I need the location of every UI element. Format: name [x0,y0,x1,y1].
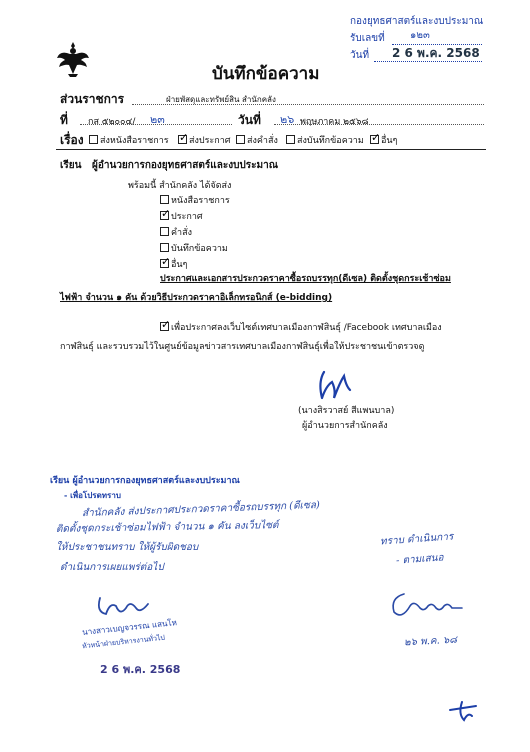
endorse-stamp-title: หัวหน้าฝ่ายบริหารงานทั่วไป [81,633,166,651]
subject-checkbox-memo[interactable] [286,135,295,144]
receipt-date-value: 2 6 พ.ค. 2568 [392,46,480,60]
doc-type-memo: บันทึกข้อความ [171,244,228,254]
subject-option-other: อื่นๆ [381,136,398,146]
header-divider [56,149,486,150]
agency-value: ฝ่ายพัสดุและทรัพย์สิน สำนักคลัง [166,95,276,104]
doc-type-checkbox-memo[interactable] [160,243,169,252]
signer-title: ผู้อำนวยการสำนักคลัง [302,421,388,431]
doc-type-checkbox-letter[interactable] [160,195,169,204]
endorse-stamp-name: นางสาวเบญจวรรณ แสนโห [81,618,178,637]
subject-checkbox-order[interactable] [236,135,245,144]
subject-option-memo: ส่งบันทึกข้อความ [297,136,364,146]
receipt-date-label: วันที่ [350,50,370,61]
approver-signature-icon [386,588,466,622]
subject-checkbox-other[interactable] [370,135,379,144]
receipt-division: กองยุทธศาสตร์และงบประมาณ [350,16,484,27]
to-label: เรียน [60,160,82,171]
intro-text: พร้อมนี้ สำนักคลัง ได้จัดส่ง [128,181,232,191]
purpose-line-2: กาฬสินธุ์ และรวบรวมไว้ในศูนย์ข้อมูลข่าวสารเทศบาลเมืองกาฬสินธุ์เพื่อให้ประชาชนเข้าตรวจดู [60,342,425,352]
date-label: วันที่ [238,113,261,127]
doc-type-checkbox-order[interactable] [160,227,169,236]
endorse-hand-line-4: ดำเนินการเผยแพร่ต่อไป [60,562,164,573]
subject-label: เรื่อง [60,133,84,147]
doc-type-announcement: ประกาศ [171,212,203,222]
subject-option-letter: ส่งหนังสือราชการ [100,136,169,146]
doc-type-other: อื่นๆ [171,260,188,270]
purpose-checkbox[interactable] [160,322,169,331]
initial-mark-icon [446,700,480,724]
doc-type-letter: หนังสือราชการ [171,196,230,206]
subject-option-order: ส่งคำสั่ง [247,136,278,146]
approval-date: ๒๖ พ.ค. ๖๘ [403,634,458,649]
date-value: พฤษภาคม ๒๕๖๘ [300,117,369,127]
director-signature-icon [316,368,356,402]
announcement-line-1: ประกาศและเอกสารประกวดราคาซื้อรถบรรทุก(ดีเซล) ติดตั้งชุดกระเช้าซ่อม [160,274,451,284]
ref-value: กส ๕๒๐๐๔/ [88,117,136,127]
approval-hand-1: ทราบ ดำเนินการ [379,531,454,548]
endorse-for-line: - เพื่อโปรดทราบ [64,491,121,500]
ref-hand: ๒๓ [150,113,165,126]
endorse-to-line: เรียน ผู้อำนวยการกองยุทธศาสตร์และงบประมาณ [50,476,240,486]
signer-name: (นางสิรวาสย์ สีแพนบาล) [298,406,395,416]
endorse-hand-line-2: ติดตั้งชุดกระเช้าซ่อมไฟฟ้า จำนวน ๑ คัน ลงเว็บไซต์ [55,520,279,535]
endorse-stamp-date: 2 6 พ.ค. 2568 [100,663,181,676]
date-hand: ๒๖ [280,113,295,126]
approval-hand-2: - ตามเสนอ [395,552,444,567]
to-value: ผู้อำนวยการกองยุทธศาสตร์และงบประมาณ [92,160,279,171]
receipt-number-value: ๑๒๓ [410,30,430,41]
purpose-line-1: เพื่อประกาศลงเว็บไซต์เทศบาลเมืองกาฬสินธุ์ /Facebook เทศบาลเมือง [171,323,442,333]
subject-checkbox-announcement[interactable] [178,135,187,144]
receipt-number-label: รับเลขที่ [350,33,385,44]
agency-label: ส่วนราชการ [60,92,125,106]
endorse-hand-line-1: สำนักคลัง ส่งประกาศประกวดราคาซื้อรถบรรทุก (ดีเซล) [81,499,321,520]
ref-label: ที่ [60,113,68,127]
memo-title: บันทึกข้อความ [212,64,320,84]
doc-type-order: คำสั่ง [171,228,192,238]
announcement-line-2: ไฟฟ้า จำนวน ๑ คัน ด้วยวิธีประกวดราคาอิเล็กทรอนิกส์ (e-bidding) [60,293,333,303]
subject-option-announcement: ส่งประกาศ [189,136,231,146]
doc-type-checkbox-other[interactable] [160,259,169,268]
subject-checkbox-letter[interactable] [89,135,98,144]
garuda-emblem-icon [56,40,90,78]
officer-signature-icon [94,590,154,620]
doc-type-checkbox-announcement[interactable] [160,211,169,220]
endorse-hand-line-3: ให้ประชาชนทราบ ให้ผู้รับผิดชอบ [56,542,199,553]
